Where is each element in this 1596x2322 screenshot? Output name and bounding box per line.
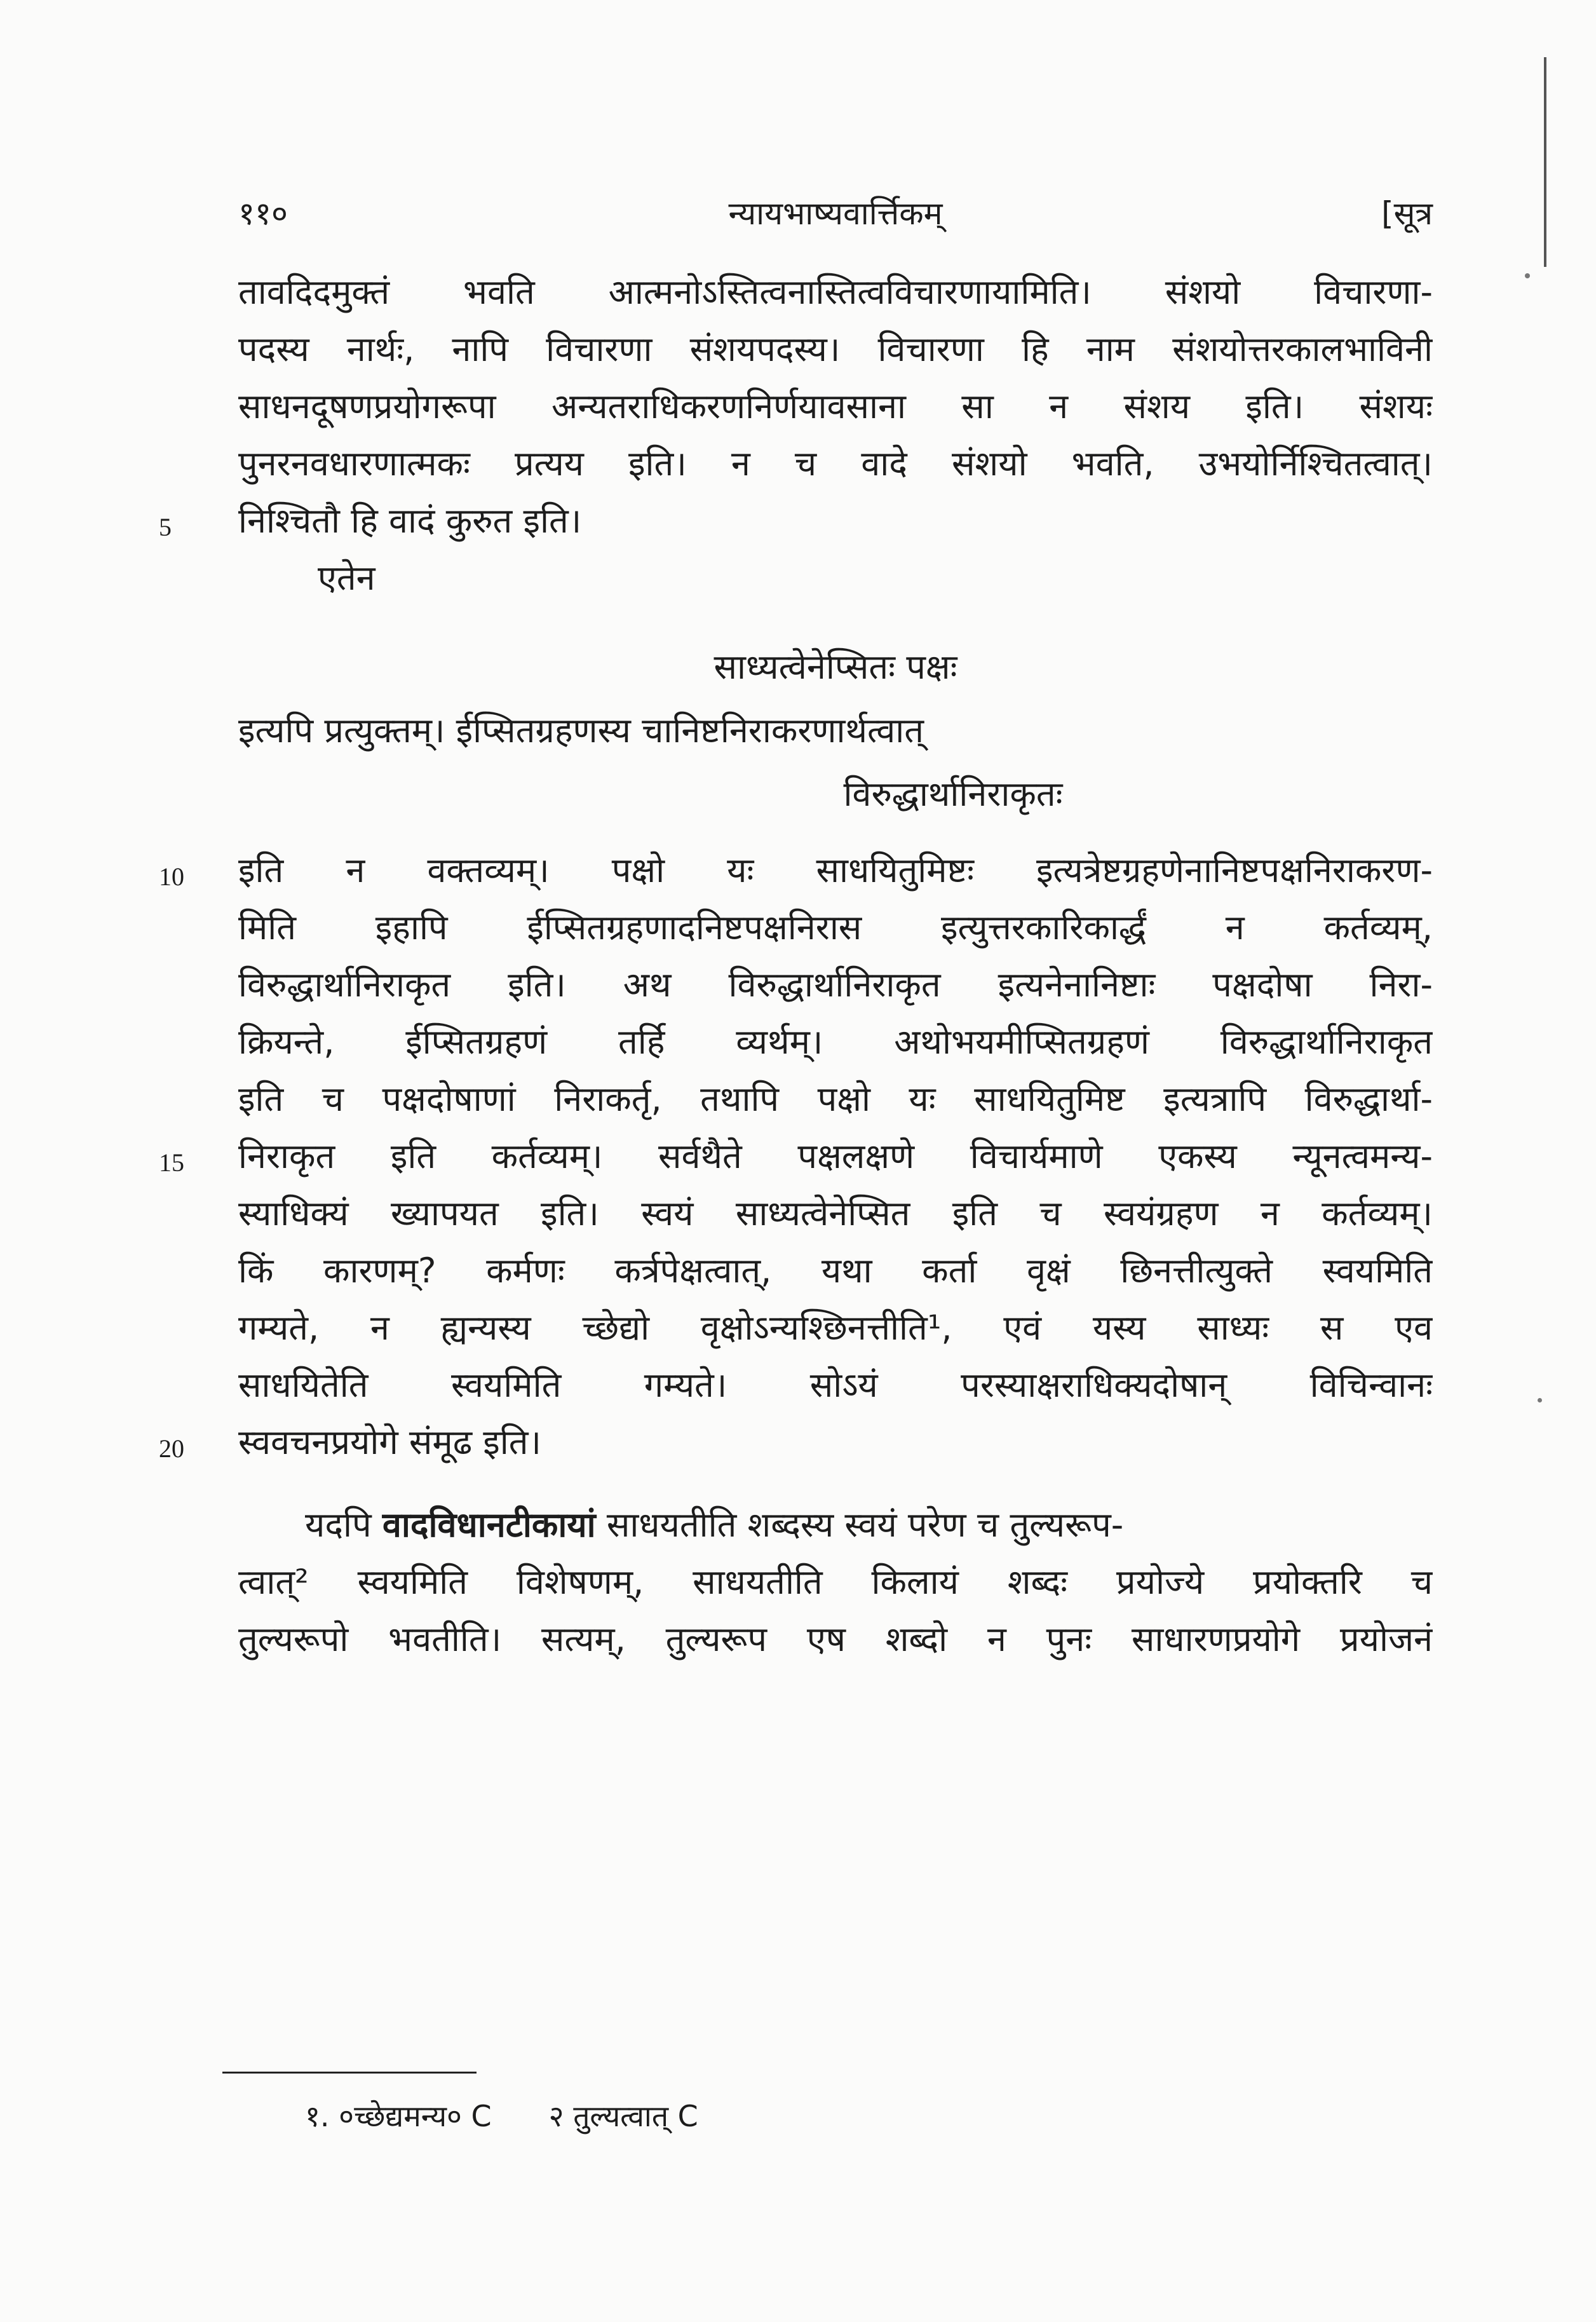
footnote-rule [222,2072,477,2074]
text-line: तुल्यरूपो भवतीति। सत्यम्, तुल्यरूप एष शब्दो न पुनः साधारणप्रयोगे प्रयोजनं [238,1619,1433,1659]
text-line: इति च पक्षदोषाणां निराकर्तृ, तथापि पक्षो यः साधयितुमिष्ट इत्यत्रापि विरुद्धार्था- [238,1079,1433,1119]
footnotes [305,2094,698,2138]
line-rest: साधयतीति शब्दस्य स्वयं परेण च तुल्यरूप- [595,1505,1124,1545]
text-line [305,1500,1433,1551]
scan-speck [1538,1398,1542,1402]
running-header [238,191,1433,241]
line-number: 5 [159,513,172,541]
footnote-1: १. ०च्छेद्यमन्य० C [305,2099,492,2133]
footnote-2: २ तुल्यत्वात् C [548,2099,698,2133]
line-number: 15 [159,1148,184,1177]
quoted-verse: विरुद्धार्थानिराकृतः [843,774,1063,814]
text-line: मिति इहापि ईप्सितग्रहणादनिष्टपक्षनिरास इत्युत्तरकारिकार्द्धं न कर्तव्यम्, [238,907,1433,947]
text-line: इत्यपि प्रत्युक्तम्। ईप्सितग्रहणस्य चानिष्टनिराकरणार्थत्वात् [238,710,924,750]
cited-work: वादविधानटीकायां [382,1505,596,1545]
text-line: साधनदूषणप्रयोगरूपा अन्यतराधिकरणनिर्णयावसाना सा न संशय इति। संशयः [238,386,1433,426]
text-line: पदस्य नार्थः, नापि विचारणा संशयपदस्य। विचारणा हि नाम संशयोत्तरकालभाविनी [238,329,1433,369]
text-line: तावदिदमुक्तं भवति आत्मनोऽस्तित्वनास्तित्वविचारणायामिति। संशयो विचारणा- [238,272,1433,312]
text-line: किं कारणम्? कर्मणः कर्त्रपेक्षत्वात्, यथा कर्ता वृक्षं छिनत्तीत्युक्ते स्वयमिति [238,1251,1433,1291]
text-line: इति न वक्तव्यम्। पक्षो यः साधयितुमिष्टः इत्यत्रेष्टग्रहणेनानिष्टपक्षनिराकरण- [238,850,1433,890]
text-line: साधयितेति स्वयमिति गम्यते। सोऽयं परस्याक्षराधिक्यदोषान् विचिन्वानः [238,1365,1433,1405]
running-title: न्यायभाष्यवार्त्तिकम् [728,195,943,232]
section-label: [सूत्र [1381,195,1433,232]
lead-word: यदपि [305,1505,382,1545]
text-line: गम्यते, न ह्यन्यस्य च्छेद्यो वृक्षोऽन्यश्छिनत्तीति¹, एवं यस्य साध्यः स एव [238,1308,1433,1348]
scan-speck [1525,273,1530,278]
line-number: 10 [159,862,184,891]
scan-edge-mark [1544,57,1546,267]
page-number: ११० [238,195,288,232]
text-line: एतेन [318,558,375,598]
text-line: विरुद्धार्थानिराकृत इति। अथ विरुद्धार्थानिराकृत इत्यनेनानिष्टाः पक्षदोषा निरा- [238,965,1433,1005]
text-line: स्ववचनप्रयोगे संमूढ इति। [238,1422,542,1462]
text-line: निश्चितौ हि वादं कुरुत इति। [238,501,582,541]
text-line: क्रियन्ते, ईप्सितग्रहणं तर्हि व्यर्थम्। अथोभयमीप्सितग्रहणं विरुद्धार्थानिराकृत [238,1022,1433,1062]
text-line: पुनरनवधारणात्मकः प्रत्यय इति। न च वादे संशयो भवति, उभयोर्निश्चितत्वात्। [238,444,1433,484]
text-line: निराकृत इति कर्तव्यम्। सर्वथैते पक्षलक्षणे विचार्यमाणे एकस्य न्यूनत्वमन्य- [238,1136,1433,1176]
text-line: स्याधिक्यं ख्यापयत इति। स्वयं साध्यत्वेनेप्सित इति च स्वयंग्रहण न कर्तव्यम्। [238,1193,1433,1233]
text-line: त्वात्² स्वयमिति विशेषणम्, साधयतीति किलायं शब्दः प्रयोज्ये प्रयोक्तरि च [238,1562,1433,1602]
line-number: 20 [159,1434,184,1463]
quoted-verse: साध्यत्वेनेप्सितः पक्षः [713,647,957,687]
